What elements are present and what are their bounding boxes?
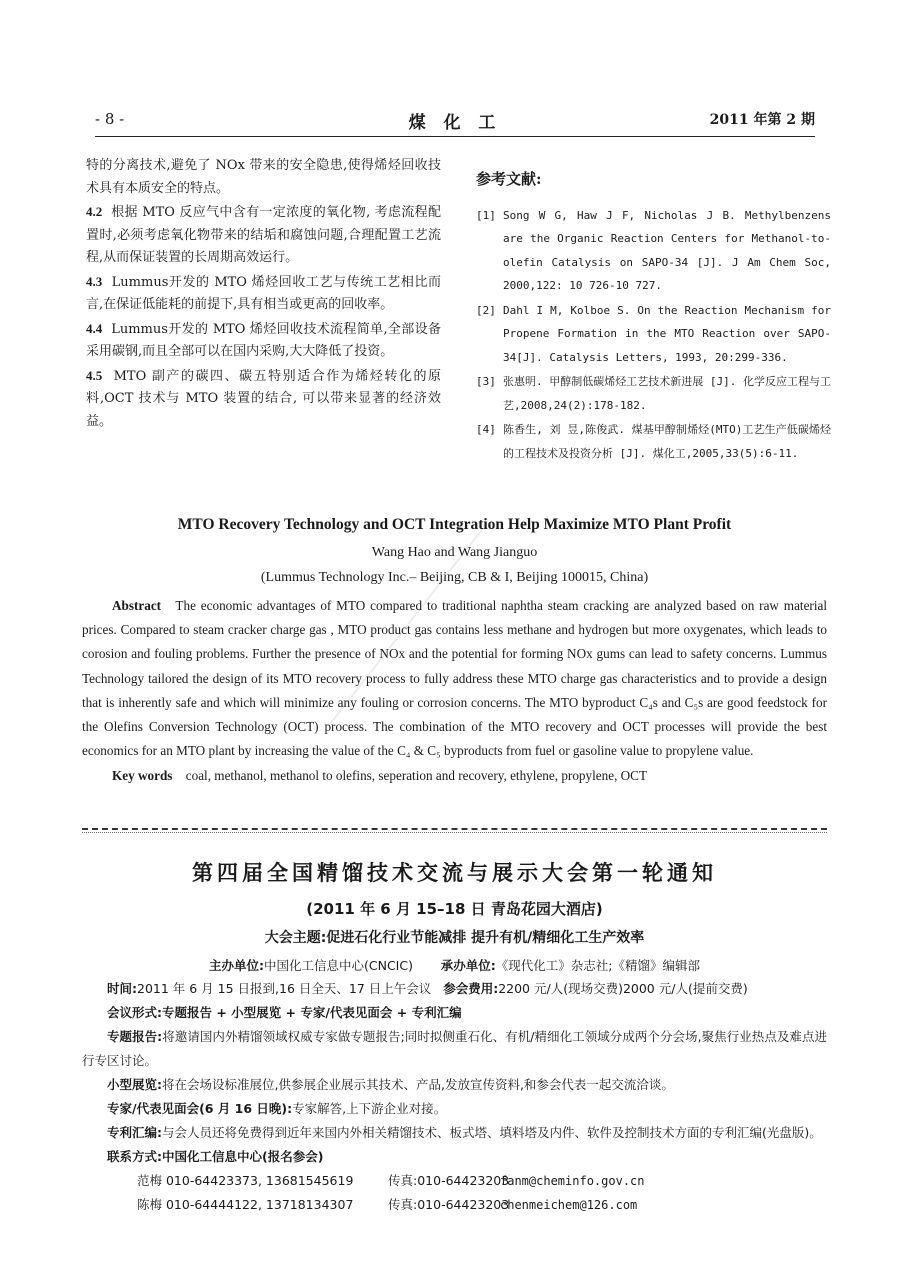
english-abstract [82, 594, 827, 763]
conclusion-paragraph: 特的分离技术,避免了 NOx 带来的安全隐患,使得烯烃回收技术具有本质安全的特点。 [86, 158, 441, 196]
journal-name: 煤 化 工 [408, 113, 502, 133]
page-header [95, 108, 815, 137]
notice-exhibit: 小型展览:将在会场设标准展位,供参展企业展示其技术、产品,发放宣传资料,和参会代表一起交流洽谈。 [107, 1077, 674, 1092]
notice-theme: 大会主题:促进石化行业节能减排 提升有机/精细化工生产效率 [264, 930, 645, 946]
abstract-text: The economic advantages of MTO compared to traditional naphtha steam cracking are analyzed based on raw material prices. Compared to steam cracker charge gas , MTO product gas contains less methane and hydrogen but more oxygenates, which leads to corosion and fouling problems. Further the presence of NOx and the potential for forming NOx gums can lead to safety concerns. Lummus Technology tailored the design of its MTO recovery process to fully address these MTO charge gas characteristics and to provide a design that is inherently safe and which will minimize any fouling or corrosion concerns. The MTO byproduct C₄s and C₅s are good feedstock for the Olefins Conversion Technology (OCT) process. The combination of the MTO recovery and OCT processes will provide the best economics for an MTO plant by increasing the value of the C₄ & C₅ byproducts from fuel or gasoline value to propylene value. [82, 598, 828, 759]
contact-row: 范梅 010-64423373, 13681545619 传真:010-64423203 fanm@cheminfo.gov.cn [82, 1169, 827, 1193]
conclusion-paragraph: 4.4 Lummus开发的 MTO 烯烃回收技术流程简单,全部设备采用碳钢,而且全部可以在国内采购,大大降低了投资。 [86, 320, 441, 359]
abstract-label: Abstract [112, 598, 162, 613]
notice-title: 第四届全国精馏技术交流与展示大会第一轮通知 [192, 860, 717, 885]
english-affiliation: (Lummus Technology Inc.– Beijing, CB & I, Beijing 100015, China) [260, 570, 649, 585]
english-abstract-block [82, 513, 827, 787]
conclusion-paragraph: 4.5 MTO 副产的碳四、碳五特别适合作为烯烃转化的原料,OCT 技术与 MTO 装置的结合, 可以带来显著的经济效益。 [86, 367, 442, 429]
reference-item: [2] Dahl I M, Kolboe S. On the Reaction Mechanism for Propene Formation in the MTO Reaction over SAPO-34[J]. Catalysis Letters, 1993, 20:299-336. [476, 303, 831, 364]
notice-contact: 联系方式:中国化工信息中心(报名参会) [107, 1149, 324, 1164]
notice-format: 会议形式:专题报告 + 小型展览 + 专家/代表见面会 + 专利汇编 [107, 1005, 462, 1020]
notice-organizers: 主办单位:中国化工信息中心(CNCIC) 承办单位:《现代化工》杂志社;《精馏》编辑部 [208, 958, 701, 973]
notice-patent: 专利汇编:与会人员还将免费得到近年来国内外相关精馏技术、板式塔、填料塔及内件、软件及控制技术方面的专利汇编(光盘版)。 [107, 1125, 822, 1140]
page-number: - 8 - [95, 110, 125, 128]
issue-label: 2011 年第 2 期 [709, 112, 815, 128]
keywords-text: coal, methanol, methanol to olefins, seperation and recovery, ethylene, propylene, OCT [185, 768, 648, 784]
conclusion-paragraph: 4.2 根据 MTO 反应气中含有一定浓度的氧化物, 考虑流程配置时,必须考虑氧化物带来的结垢和腐蚀问题,合理配置工艺流程,从而保证装置的长周期高效运行。 [86, 204, 442, 265]
conference-notice [82, 858, 827, 1217]
contact-row: 陈梅 010-64444122, 13718134307 传真:010-64423203 chenmeichem@126.com [82, 1193, 827, 1217]
notice-time-fee: 时间:2011 年 6 月 15 日报到,16 日全天、17 日上午会议 参会费用:2200 元/人(现场交费)2000 元/人(提前交费) [107, 981, 748, 996]
references-title: 参考文献: [476, 170, 542, 188]
english-keywords [82, 765, 827, 787]
notice-subtitle: (2011 年 6 月 15–18 日 青岛花园大酒店) [306, 900, 603, 918]
english-authors: Wang Hao and Wang Jianguo [371, 545, 538, 560]
conclusion-column [86, 154, 441, 434]
conclusion-paragraph: 4.3 Lummus开发的 MTO 烯烃回收工艺与传统工艺相比而言,在保证低能耗的前提下,具有相当或更高的回收率。 [86, 273, 442, 312]
keywords-label: Key words [112, 768, 173, 784]
notice-report: 专题报告:将邀请国内外精馏领域权威专家做专题报告;同时拟侧重石化、有机/精细化工领域分成两个分会场,聚焦行业热点及难点进行专区讨论。 [82, 1029, 828, 1068]
section-divider [82, 828, 827, 830]
contact-email: fanm@cheminfo.gov.cn [500, 1174, 645, 1188]
english-title: MTO Recovery Technology and OCT Integration Help Maximize MTO Plant Profit [177, 516, 732, 533]
reference-item: [3] 张惠明. 甲醇制低碳烯烃工艺技术新进展 [J]. 化学反应工程与工艺,2008,24(2):178-182. [476, 375, 831, 412]
notice-meeting: 专家/代表见面会(6 月 16 日晚):专家解答,上下游企业对接。 [107, 1101, 447, 1116]
references-section [476, 168, 831, 466]
reference-item: [1] Song W G, Haw J F, Nicholas J B. Methylbenzens are the Organic Reaction Centers for Methanol-to-olefin Catalysis on SAPO-34 [J]. J Am Chem Soc, 2000,122: 10 726-10 727. [476, 208, 831, 292]
reference-item: [4] 陈香生, 刘 昱,陈俊武. 煤基甲醇制烯烃(MTO)工艺生产低碳烯烃的工程技术及投资分析 [J]. 煤化工,2005,33(5):6-11. [476, 423, 831, 460]
contact-email: chenmeichem@126.com [500, 1198, 638, 1212]
